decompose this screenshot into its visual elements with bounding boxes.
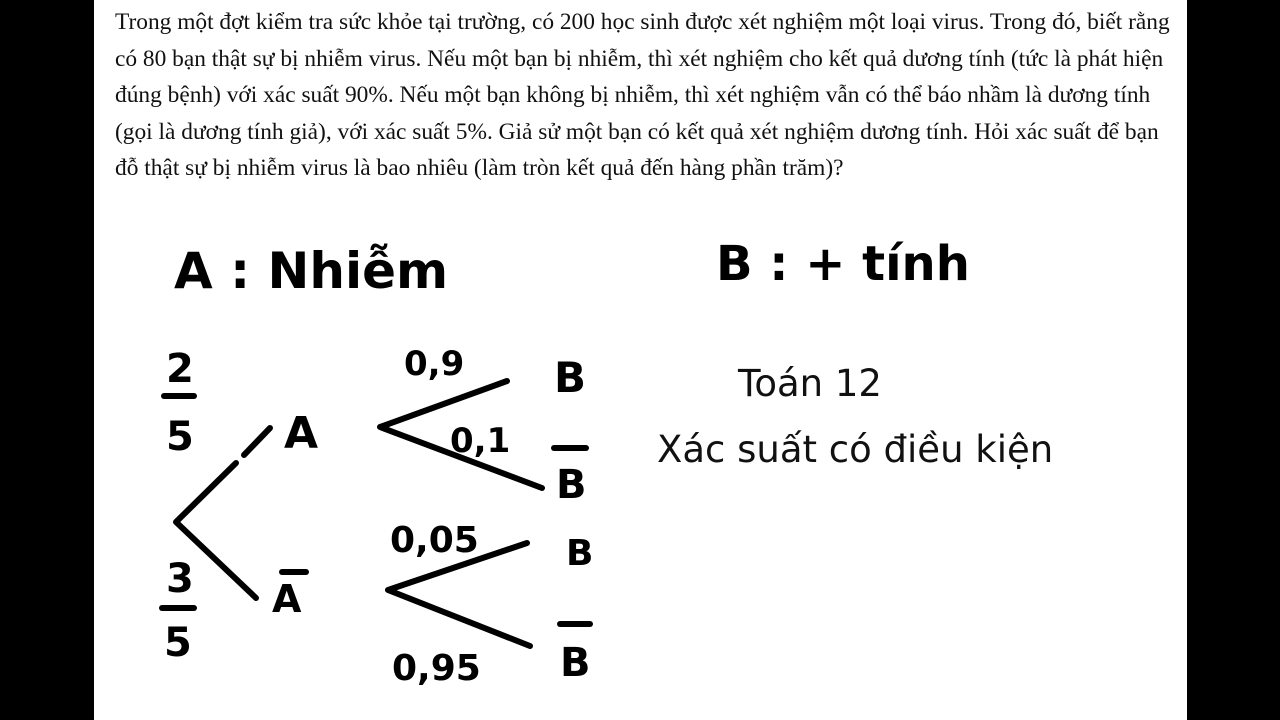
prob-a-denominator: 5 bbox=[166, 414, 194, 460]
node-not-a: A bbox=[272, 577, 302, 621]
course-topic: Xác suất có điều kiện bbox=[657, 428, 1054, 471]
prob-not-a-to-not-b: 0,95 bbox=[392, 648, 481, 689]
prob-not-a-denominator: 5 bbox=[164, 620, 192, 666]
node-a: A bbox=[284, 408, 319, 459]
leaf-not-b-1: B bbox=[556, 462, 587, 508]
whiteboard bbox=[94, 0, 1187, 720]
prob-not-a-numerator: 3 bbox=[166, 556, 194, 602]
leaf-b-1: B bbox=[554, 353, 587, 402]
problem-text: Trong một đợt kiểm tra sức khỏe tại trường, có 200 học sinh được xét nghiệm một loại virus. Trong đó, biết rằng có 80 bạn thật sự bị nhiễm virus. Nếu một bạn bị nhiễm, thì xét nghiệm cho kết quả dương tính (tức là phát hiện đúng bệnh) với xác suất 90%. Nếu một bạn không bị nhiễm, thì xét nghiệm vẫn có thể báo nhầm là dương tính (gọi là dương tính giả), với xác suất 5%. Giả sử một bạn có kết quả xét nghiệm dương tính. Hỏi xác suất để bạn đỗ thật sự bị nhiễm virus là bao nhiêu (làm tròn kết quả đến hàng phần trăm)? bbox=[115, 9, 1170, 181]
probability-tree bbox=[94, 0, 1187, 720]
course-title: Toán 12 bbox=[738, 362, 882, 405]
event-b-definition: B : + tính bbox=[716, 236, 970, 292]
event-a-definition: A : Nhiễm bbox=[174, 242, 449, 300]
prob-not-a-to-b: 0,05 bbox=[390, 520, 479, 561]
prob-a-numerator: 2 bbox=[166, 346, 194, 392]
prob-a-to-b: 0,9 bbox=[404, 344, 465, 384]
leaf-b-2: B bbox=[566, 533, 594, 574]
prob-a-to-not-b: 0,1 bbox=[450, 421, 511, 461]
leaf-not-b-2: B bbox=[560, 640, 591, 686]
